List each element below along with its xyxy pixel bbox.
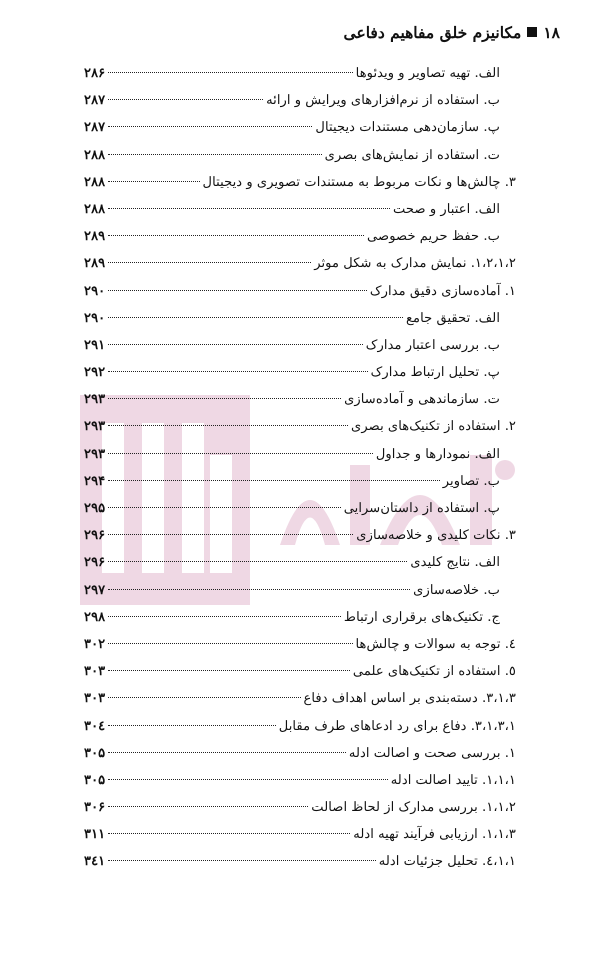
dot-leader	[108, 235, 364, 236]
toc-entry-title: ۱،۲،۱،۲. نمایش مدارک به شکل موثر	[314, 256, 516, 272]
toc-entry[interactable]	[84, 794, 516, 821]
toc-entry-title: ت. سازماندهی و آماده‌سازی	[344, 392, 500, 408]
toc-entry-page: ۲۹۷	[84, 582, 106, 598]
toc-entry-page: ۳۰۳	[84, 664, 106, 680]
toc-entry-page: ۳۰۲	[84, 636, 106, 652]
book-title: مکانیزم خلق مفاهیم دفاعی	[343, 22, 522, 42]
toc-entry-title: پ. سازمان‌دهی مستندات دیجیتال	[315, 120, 500, 136]
toc-entry-title: الف. نتایج کلیدی	[410, 555, 500, 571]
toc-entry[interactable]	[84, 658, 516, 685]
toc-entry[interactable]	[84, 196, 516, 223]
dot-leader	[108, 398, 341, 399]
toc-entry-title: ۱،۱،۲. بررسی مدارک از لحاظ اصالت	[311, 800, 516, 816]
toc-entry-title: ٥. استفاده از تکنیک‌های علمی	[352, 664, 516, 680]
toc-entry[interactable]	[84, 685, 516, 712]
dot-leader	[108, 181, 199, 182]
toc-entry-page: ۲۸۹	[84, 229, 106, 245]
toc-entry-page: ۳۰٤	[84, 718, 106, 734]
toc-entry-page: ۲۹۲	[84, 365, 106, 381]
page-header	[40, 17, 560, 47]
toc-entry-title: ۱. آماده‌سازی دقیق مدارک	[369, 283, 516, 299]
toc-entry-title: ب. تصاویر	[442, 473, 500, 489]
toc-entry-page: ۲۸۹	[84, 256, 106, 272]
toc-entry-page: ۲۹۳	[84, 419, 106, 435]
toc-entry-page: ۲۹۴	[84, 473, 106, 489]
toc-entry-title: پ. استفاده از داستان‌سرایی	[343, 501, 500, 516]
dot-leader	[108, 72, 352, 73]
toc-entry-page: ۲۸۸	[84, 174, 106, 190]
dot-leader	[108, 697, 300, 698]
toc-entry-title: ۱،۱،۱. تایید اصالت ادله	[390, 772, 516, 788]
toc-entry[interactable]	[84, 60, 516, 87]
toc-entry-title: ب. حفظ حریم خصوصی	[367, 229, 500, 245]
toc-entry[interactable]	[84, 495, 516, 522]
dot-leader	[108, 534, 353, 535]
toc-entry-page: ۳٤۱	[84, 854, 106, 870]
toc-entry[interactable]	[84, 169, 516, 196]
table-of-contents	[84, 60, 516, 876]
toc-entry-page: ۲۹۶	[84, 555, 106, 571]
dot-leader	[108, 589, 410, 590]
dot-leader	[108, 779, 387, 780]
toc-entry-page: ۲۹۱	[84, 337, 106, 353]
toc-entry-page: ۲۸۸	[84, 201, 106, 217]
toc-entry[interactable]	[84, 142, 516, 169]
toc-entry-page: ۲۸۸	[84, 147, 106, 163]
toc-entry[interactable]	[84, 413, 516, 440]
toc-entry-page: ۲۹۸	[84, 609, 106, 625]
dot-leader	[108, 290, 367, 291]
toc-entry-page: ۲۸۶	[84, 66, 106, 81]
toc-entry-page: ۳۱۱	[84, 827, 106, 843]
toc-entry-page: ۲۹۳	[84, 392, 106, 408]
toc-entry-title: الف. نمودارها و جداول	[375, 446, 500, 462]
dot-leader	[108, 344, 363, 345]
toc-entry-page: ۲۸۷	[84, 93, 106, 109]
dot-leader	[108, 725, 275, 726]
toc-entry-title: ۱،۱،٤. تحلیل جزئیات ادله	[378, 854, 516, 870]
toc-entry[interactable]	[84, 250, 516, 277]
toc-entry-title: الف. اعتبار و صحت	[392, 201, 500, 217]
toc-entry[interactable]	[84, 223, 516, 250]
page-number: ۱۸	[543, 22, 560, 42]
toc-entry[interactable]	[84, 386, 516, 413]
toc-entry-title: ج. تکنیک‌های برقراری ارتباط	[343, 609, 500, 625]
toc-entry-title: ۳. چالش‌ها و نکات مربوط به مستندات تصویری و دیجیتال	[202, 174, 516, 190]
toc-entry-title: ب. خلاصه‌سازی	[413, 582, 500, 598]
dot-leader	[108, 860, 376, 861]
toc-entry[interactable]	[84, 332, 516, 359]
toc-entry[interactable]	[84, 87, 516, 114]
toc-entry-page: ۳۰۳	[84, 691, 106, 707]
toc-entry[interactable]	[84, 522, 516, 549]
dot-leader	[108, 833, 350, 834]
dot-leader	[108, 453, 373, 454]
dot-leader	[108, 154, 321, 155]
toc-entry-page: ۳۰۵	[84, 772, 106, 788]
toc-entry-title: ۱. بررسی صحت و اصالت ادله	[348, 745, 516, 761]
toc-entry-title: پ. تحلیل ارتباط مدارک	[370, 365, 500, 381]
dot-leader	[108, 262, 311, 263]
toc-entry[interactable]	[84, 821, 516, 848]
toc-entry-title: ۳،۱،۳. دسته‌بندی بر اساس اهداف دفاع	[303, 691, 516, 707]
dot-leader	[108, 99, 263, 100]
toc-entry[interactable]	[84, 713, 516, 740]
toc-entry[interactable]	[84, 305, 516, 332]
toc-entry[interactable]	[84, 848, 516, 875]
square-bullet-icon	[527, 27, 537, 37]
toc-entry-title: ۱،۱،۳. ارزیابی فرآیند تهیه ادله	[353, 827, 516, 843]
toc-entry-title: الف. تهیه تصاویر و ویدئوها	[355, 66, 500, 81]
toc-entry-title: ب. استفاده از نرم‌افزارهای ویرایش و ارائه	[266, 93, 500, 109]
toc-entry-title: ۳،۱،۳،۱. دفاع برای رد ادعاهای طرف مقابل	[278, 718, 516, 734]
toc-entry[interactable]	[84, 468, 516, 495]
toc-entry-title: ٤. توجه به سوالات و چالش‌ها	[355, 636, 516, 652]
toc-entry[interactable]	[84, 577, 516, 604]
dot-leader	[108, 208, 390, 209]
toc-entry-page: ۲۸۷	[84, 120, 106, 136]
toc-entry-page: ۲۹۰	[84, 283, 106, 299]
dot-leader	[108, 561, 407, 562]
toc-entry-page: ۳۰۵	[84, 745, 106, 761]
dot-leader	[108, 806, 308, 807]
dot-leader	[108, 616, 341, 617]
toc-entry-page: ۲۹۶	[84, 528, 106, 544]
toc-entry-page: ۲۹۵	[84, 501, 106, 516]
dot-leader	[108, 126, 312, 127]
toc-entry-title: الف. تحقیق جامع	[406, 310, 500, 326]
toc-entry[interactable]	[84, 278, 516, 305]
toc-entry[interactable]	[84, 114, 516, 141]
dot-leader	[108, 480, 440, 481]
toc-entry[interactable]	[84, 604, 516, 631]
dot-leader	[108, 643, 352, 644]
toc-entry-title: ب. بررسی اعتبار مدارک	[365, 337, 500, 353]
dot-leader	[108, 752, 346, 753]
toc-entry[interactable]	[84, 767, 516, 794]
toc-entry[interactable]	[84, 549, 516, 576]
toc-entry[interactable]	[84, 631, 516, 658]
dot-leader	[108, 425, 348, 426]
dot-leader	[108, 507, 340, 508]
toc-entry[interactable]	[84, 740, 516, 767]
dot-leader	[108, 371, 367, 372]
toc-entry-page: ۲۹۳	[84, 446, 106, 462]
toc-entry-page: ۳۰۶	[84, 800, 106, 816]
toc-entry-title: ۳. نکات کلیدی و خلاصه‌سازی	[356, 528, 516, 544]
toc-entry[interactable]	[84, 359, 516, 386]
dot-leader	[108, 317, 403, 318]
toc-entry[interactable]	[84, 441, 516, 468]
dot-leader	[108, 670, 350, 671]
toc-entry-title: ت. استفاده از نمایش‌های بصری	[324, 147, 500, 163]
toc-entry-title: ۲. استفاده از تکنیک‌های بصری	[351, 419, 516, 435]
toc-entry-page: ۲۹۰	[84, 310, 106, 326]
